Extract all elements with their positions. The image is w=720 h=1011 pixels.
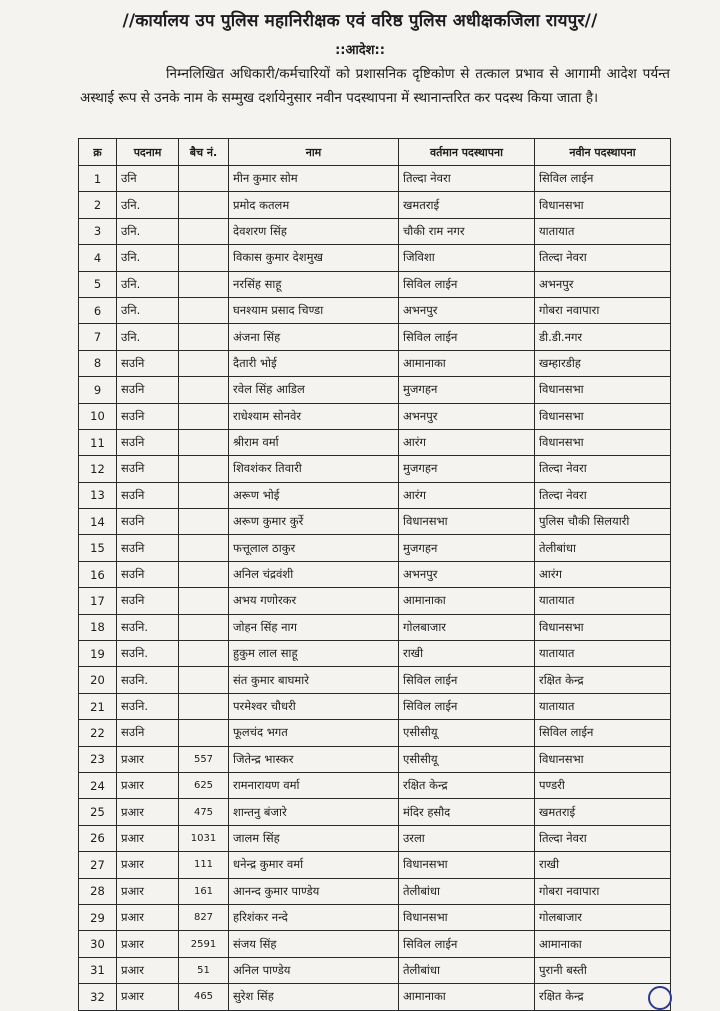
cell-name: अंजना सिंह <box>229 324 399 350</box>
cell-rank: सउनि <box>117 350 179 376</box>
cell-current-posting: आमानाका <box>399 984 535 1010</box>
table-row <box>79 324 671 350</box>
cell-new-posting: तिल्दा नेवरा <box>535 456 671 482</box>
cell-serial: 16 <box>79 561 117 587</box>
cell-current-posting: मुजगहन <box>399 377 535 403</box>
cell-serial: 18 <box>79 614 117 640</box>
cell-batch <box>179 245 229 271</box>
cell-serial: 20 <box>79 667 117 693</box>
cell-serial: 26 <box>79 825 117 851</box>
cell-new-posting: पुलिस चौकी सिलयारी <box>535 509 671 535</box>
cell-batch: 827 <box>179 904 229 930</box>
cell-name: विकास कुमार देशमुख <box>229 245 399 271</box>
table-row <box>79 166 671 192</box>
cell-current-posting: गोलबाजार <box>399 614 535 640</box>
cell-rank: सउनि. <box>117 641 179 667</box>
col-header-rank: पदनाम <box>117 139 179 166</box>
cell-name: देवशरण सिंह <box>229 218 399 244</box>
cell-rank: सउनि <box>117 429 179 455</box>
table-row <box>79 825 671 851</box>
cell-serial: 24 <box>79 772 117 798</box>
cell-serial: 4 <box>79 245 117 271</box>
table-row <box>79 350 671 376</box>
cell-serial: 12 <box>79 456 117 482</box>
cell-serial: 9 <box>79 377 117 403</box>
table-row <box>79 799 671 825</box>
cell-new-posting: यातायात <box>535 588 671 614</box>
cell-batch <box>179 271 229 297</box>
cell-new-posting: विधानसभा <box>535 403 671 429</box>
cell-rank: सउनि <box>117 509 179 535</box>
cell-batch <box>179 614 229 640</box>
cell-name: फूलचंद भगत <box>229 720 399 746</box>
transfer-table <box>78 138 671 1011</box>
cell-current-posting: आमानाका <box>399 350 535 376</box>
cell-serial: 22 <box>79 720 117 746</box>
cell-name: रवेल सिंह आडिल <box>229 377 399 403</box>
cell-current-posting: एसीसीयू <box>399 720 535 746</box>
cell-new-posting: विधानसभा <box>535 429 671 455</box>
cell-name: जालम सिंह <box>229 825 399 851</box>
cell-name: शिवशंकर तिवारी <box>229 456 399 482</box>
cell-batch: 475 <box>179 799 229 825</box>
table-row <box>79 509 671 535</box>
cell-rank: उनि. <box>117 271 179 297</box>
cell-name: रामनारायण वर्मा <box>229 772 399 798</box>
cell-batch <box>179 377 229 403</box>
cell-current-posting: जिविशा <box>399 245 535 271</box>
cell-batch <box>179 693 229 719</box>
cell-batch <box>179 456 229 482</box>
table-row <box>79 588 671 614</box>
table-row <box>79 746 671 772</box>
cell-name: राधेश्याम सोनवेर <box>229 403 399 429</box>
cell-batch <box>179 535 229 561</box>
cell-rank: उनि. <box>117 218 179 244</box>
cell-new-posting: गोबरा नवापारा <box>535 878 671 904</box>
cell-current-posting: मंदिर हसौद <box>399 799 535 825</box>
cell-new-posting: खमतराई <box>535 799 671 825</box>
table-row <box>79 772 671 798</box>
cell-batch <box>179 324 229 350</box>
cell-name: घनश्याम प्रसाद चिण्डा <box>229 297 399 323</box>
table-body <box>79 166 671 1011</box>
cell-rank: उनि. <box>117 297 179 323</box>
cell-name: मीन कुमार सोम <box>229 166 399 192</box>
cell-rank: सउनि <box>117 482 179 508</box>
cell-name: अभय गणोरकर <box>229 588 399 614</box>
cell-rank: प्रआर <box>117 799 179 825</box>
cell-rank: सउनि <box>117 561 179 587</box>
table-row <box>79 403 671 429</box>
cell-new-posting: विधानसभा <box>535 614 671 640</box>
cell-serial: 29 <box>79 904 117 930</box>
table-row <box>79 904 671 930</box>
cell-rank: प्रआर <box>117 984 179 1010</box>
table-row <box>79 297 671 323</box>
cell-rank: प्रआर <box>117 904 179 930</box>
cell-current-posting: राखी <box>399 641 535 667</box>
cell-new-posting: पुरानी बस्ती <box>535 957 671 983</box>
cell-new-posting: तिल्दा नेवरा <box>535 825 671 851</box>
cell-batch <box>179 403 229 429</box>
cell-rank: सउनि <box>117 377 179 403</box>
cell-serial: 2 <box>79 192 117 218</box>
table-row <box>79 482 671 508</box>
cell-serial: 32 <box>79 984 117 1010</box>
table-row <box>79 535 671 561</box>
cell-rank: प्रआर <box>117 878 179 904</box>
cell-name: सुरेश सिंह <box>229 984 399 1010</box>
cell-new-posting: यातायात <box>535 218 671 244</box>
table-row <box>79 957 671 983</box>
cell-new-posting: विधानसभा <box>535 746 671 772</box>
cell-current-posting: तिल्दा नेवरा <box>399 166 535 192</box>
cell-new-posting: तिल्दा नेवरा <box>535 482 671 508</box>
cell-batch <box>179 588 229 614</box>
cell-new-posting: सिविल लाईन <box>535 166 671 192</box>
cell-new-posting: विधानसभा <box>535 192 671 218</box>
cell-current-posting: सिविल लाईन <box>399 931 535 957</box>
col-header-name: नाम <box>229 139 399 166</box>
cell-serial: 7 <box>79 324 117 350</box>
cell-rank: उनि. <box>117 324 179 350</box>
cell-current-posting: तेलीबांधा <box>399 957 535 983</box>
cell-rank: उनि. <box>117 245 179 271</box>
cell-batch <box>179 667 229 693</box>
cell-current-posting: आरंग <box>399 482 535 508</box>
cell-new-posting: पण्डरी <box>535 772 671 798</box>
cell-serial: 11 <box>79 429 117 455</box>
cell-rank: प्रआर <box>117 931 179 957</box>
cell-current-posting: विधानसभा <box>399 852 535 878</box>
cell-name: अरूण भोई <box>229 482 399 508</box>
cell-rank: सउनि <box>117 403 179 429</box>
cell-serial: 8 <box>79 350 117 376</box>
cell-name: जितेन्द्र भास्कर <box>229 746 399 772</box>
cell-name: अनिल चंद्रवंशी <box>229 561 399 587</box>
cell-new-posting: यातायात <box>535 693 671 719</box>
cell-batch: 557 <box>179 746 229 772</box>
cell-batch: 51 <box>179 957 229 983</box>
cell-name: संजय सिंह <box>229 931 399 957</box>
cell-serial: 5 <box>79 271 117 297</box>
cell-rank: सउनि <box>117 456 179 482</box>
cell-current-posting: विधानसभा <box>399 509 535 535</box>
office-header: //कार्यालय उप पुलिस महानिरीक्षक एवं वरिष्ठ पुलिस अधीक्षकजिला रायपुर// <box>122 11 598 31</box>
cell-name: जोहन सिंह नाग <box>229 614 399 640</box>
cell-batch <box>179 561 229 587</box>
table-row <box>79 192 671 218</box>
cell-current-posting: एसीसीयू <box>399 746 535 772</box>
cell-current-posting: मुजगहन <box>399 456 535 482</box>
cell-current-posting: अभनपुर <box>399 403 535 429</box>
cell-batch: 625 <box>179 772 229 798</box>
order-intro-text: निम्नलिखित अधिकारी/कर्मचारियों को प्रशासनिक दृष्टिकोण से तत्काल प्रभाव से आगामी आदेश पर्यन्त अस्थाई रूप से उनके नाम के सम्मुख दर्शायेनुसार नवीन पदस्थापना में स्थानान्तरित कर पदस्थ किया जाता है। <box>80 66 670 106</box>
cell-name: श्रीराम वर्मा <box>229 429 399 455</box>
cell-rank: प्रआर <box>117 957 179 983</box>
cell-batch <box>179 166 229 192</box>
cell-name: संत कुमार बाघमारे <box>229 667 399 693</box>
cell-new-posting: तिल्दा नेवरा <box>535 245 671 271</box>
cell-current-posting: खमतराई <box>399 192 535 218</box>
cell-new-posting: डी.डी.नगर <box>535 324 671 350</box>
cell-batch <box>179 482 229 508</box>
table-row <box>79 931 671 957</box>
cell-batch <box>179 218 229 244</box>
table-row <box>79 245 671 271</box>
cell-current-posting: विधानसभा <box>399 904 535 930</box>
cell-batch: 465 <box>179 984 229 1010</box>
col-header-serial: क्र <box>79 139 117 166</box>
table-row <box>79 614 671 640</box>
cell-name: शान्तनु बंजारे <box>229 799 399 825</box>
cell-current-posting: उरला <box>399 825 535 851</box>
cell-current-posting: आमानाका <box>399 588 535 614</box>
cell-current-posting: चौकी राम नगर <box>399 218 535 244</box>
cell-name: अरूण कुमार कुर्रे <box>229 509 399 535</box>
cell-rank: प्रआर <box>117 852 179 878</box>
cell-name: दैतारी भोई <box>229 350 399 376</box>
table-row <box>79 641 671 667</box>
table-row <box>79 878 671 904</box>
cell-serial: 3 <box>79 218 117 244</box>
cell-rank: प्रआर <box>117 746 179 772</box>
cell-serial: 13 <box>79 482 117 508</box>
cell-batch <box>179 192 229 218</box>
cell-serial: 10 <box>79 403 117 429</box>
signature-stamp-icon <box>648 986 672 1010</box>
table-row <box>79 693 671 719</box>
table-row <box>79 561 671 587</box>
cell-batch: 111 <box>179 852 229 878</box>
table-row <box>79 377 671 403</box>
table-row <box>79 667 671 693</box>
cell-serial: 14 <box>79 509 117 535</box>
cell-serial: 25 <box>79 799 117 825</box>
cell-serial: 1 <box>79 166 117 192</box>
cell-serial: 21 <box>79 693 117 719</box>
table-row <box>79 852 671 878</box>
cell-new-posting: सिविल लाईन <box>535 720 671 746</box>
cell-name: हुकुम लाल साहू <box>229 641 399 667</box>
cell-new-posting: यातायात <box>535 641 671 667</box>
cell-new-posting: विधानसभा <box>535 377 671 403</box>
col-header-current-posting: वर्तमान पदस्थापना <box>399 139 535 166</box>
cell-rank: सउनि <box>117 588 179 614</box>
cell-current-posting: सिविल लाईन <box>399 667 535 693</box>
table-row <box>79 218 671 244</box>
cell-current-posting: तेलीबांधा <box>399 878 535 904</box>
cell-current-posting: आरंग <box>399 429 535 455</box>
cell-name: नरसिंह साहू <box>229 271 399 297</box>
cell-batch: 161 <box>179 878 229 904</box>
cell-batch <box>179 297 229 323</box>
cell-current-posting: अभनपुर <box>399 561 535 587</box>
cell-rank: उनि <box>117 166 179 192</box>
order-label: ::आदेश:: <box>335 43 385 58</box>
cell-rank: प्रआर <box>117 825 179 851</box>
cell-current-posting: सिविल लाईन <box>399 271 535 297</box>
cell-name: प्रमोद कतलम <box>229 192 399 218</box>
cell-current-posting: सिविल लाईन <box>399 693 535 719</box>
cell-new-posting: रक्षित केन्द्र <box>535 667 671 693</box>
cell-serial: 31 <box>79 957 117 983</box>
cell-name: फत्तूलाल ठाकुर <box>229 535 399 561</box>
cell-rank: सउनि <box>117 720 179 746</box>
cell-batch <box>179 720 229 746</box>
cell-batch <box>179 641 229 667</box>
cell-serial: 17 <box>79 588 117 614</box>
table-row <box>79 271 671 297</box>
cell-rank: सउनि <box>117 535 179 561</box>
cell-serial: 19 <box>79 641 117 667</box>
cell-name: धनेन्द्र कुमार वर्मा <box>229 852 399 878</box>
cell-batch <box>179 509 229 535</box>
table-row <box>79 720 671 746</box>
cell-serial: 28 <box>79 878 117 904</box>
cell-serial: 23 <box>79 746 117 772</box>
cell-serial: 27 <box>79 852 117 878</box>
cell-current-posting: रक्षित केन्द्र <box>399 772 535 798</box>
cell-rank: सउनि. <box>117 614 179 640</box>
cell-rank: उनि. <box>117 192 179 218</box>
cell-current-posting: मुजगहन <box>399 535 535 561</box>
cell-new-posting: खम्हारडीह <box>535 350 671 376</box>
table-header-row <box>79 139 671 166</box>
cell-new-posting: आरंग <box>535 561 671 587</box>
cell-rank: सउनि. <box>117 667 179 693</box>
cell-name: हरिशंकर नन्दे <box>229 904 399 930</box>
cell-rank: सउनि. <box>117 693 179 719</box>
cell-new-posting: आमानाका <box>535 931 671 957</box>
col-header-new-posting: नवीन पदस्थापना <box>535 139 671 166</box>
cell-serial: 6 <box>79 297 117 323</box>
cell-name: परमेश्वर चौधरी <box>229 693 399 719</box>
table-row <box>79 984 671 1010</box>
cell-serial: 15 <box>79 535 117 561</box>
col-header-batch: बैच नं. <box>179 139 229 166</box>
cell-new-posting: गोलबाजार <box>535 904 671 930</box>
cell-batch <box>179 350 229 376</box>
cell-new-posting: गोबरा नवापारा <box>535 297 671 323</box>
cell-new-posting: अभनपुर <box>535 271 671 297</box>
cell-current-posting: अभनपुर <box>399 297 535 323</box>
cell-name: आनन्द कुमार पाण्डेय <box>229 878 399 904</box>
cell-batch <box>179 429 229 455</box>
cell-new-posting: राखी <box>535 852 671 878</box>
table-row <box>79 429 671 455</box>
cell-new-posting: तेलीबांधा <box>535 535 671 561</box>
cell-new-posting: रक्षित केन्द्र <box>535 984 671 1010</box>
cell-rank: प्रआर <box>117 772 179 798</box>
table-row <box>79 456 671 482</box>
cell-serial: 30 <box>79 931 117 957</box>
cell-batch: 1031 <box>179 825 229 851</box>
cell-current-posting: सिविल लाईन <box>399 324 535 350</box>
cell-batch: 2591 <box>179 931 229 957</box>
cell-name: अनिल पाण्डेय <box>229 957 399 983</box>
